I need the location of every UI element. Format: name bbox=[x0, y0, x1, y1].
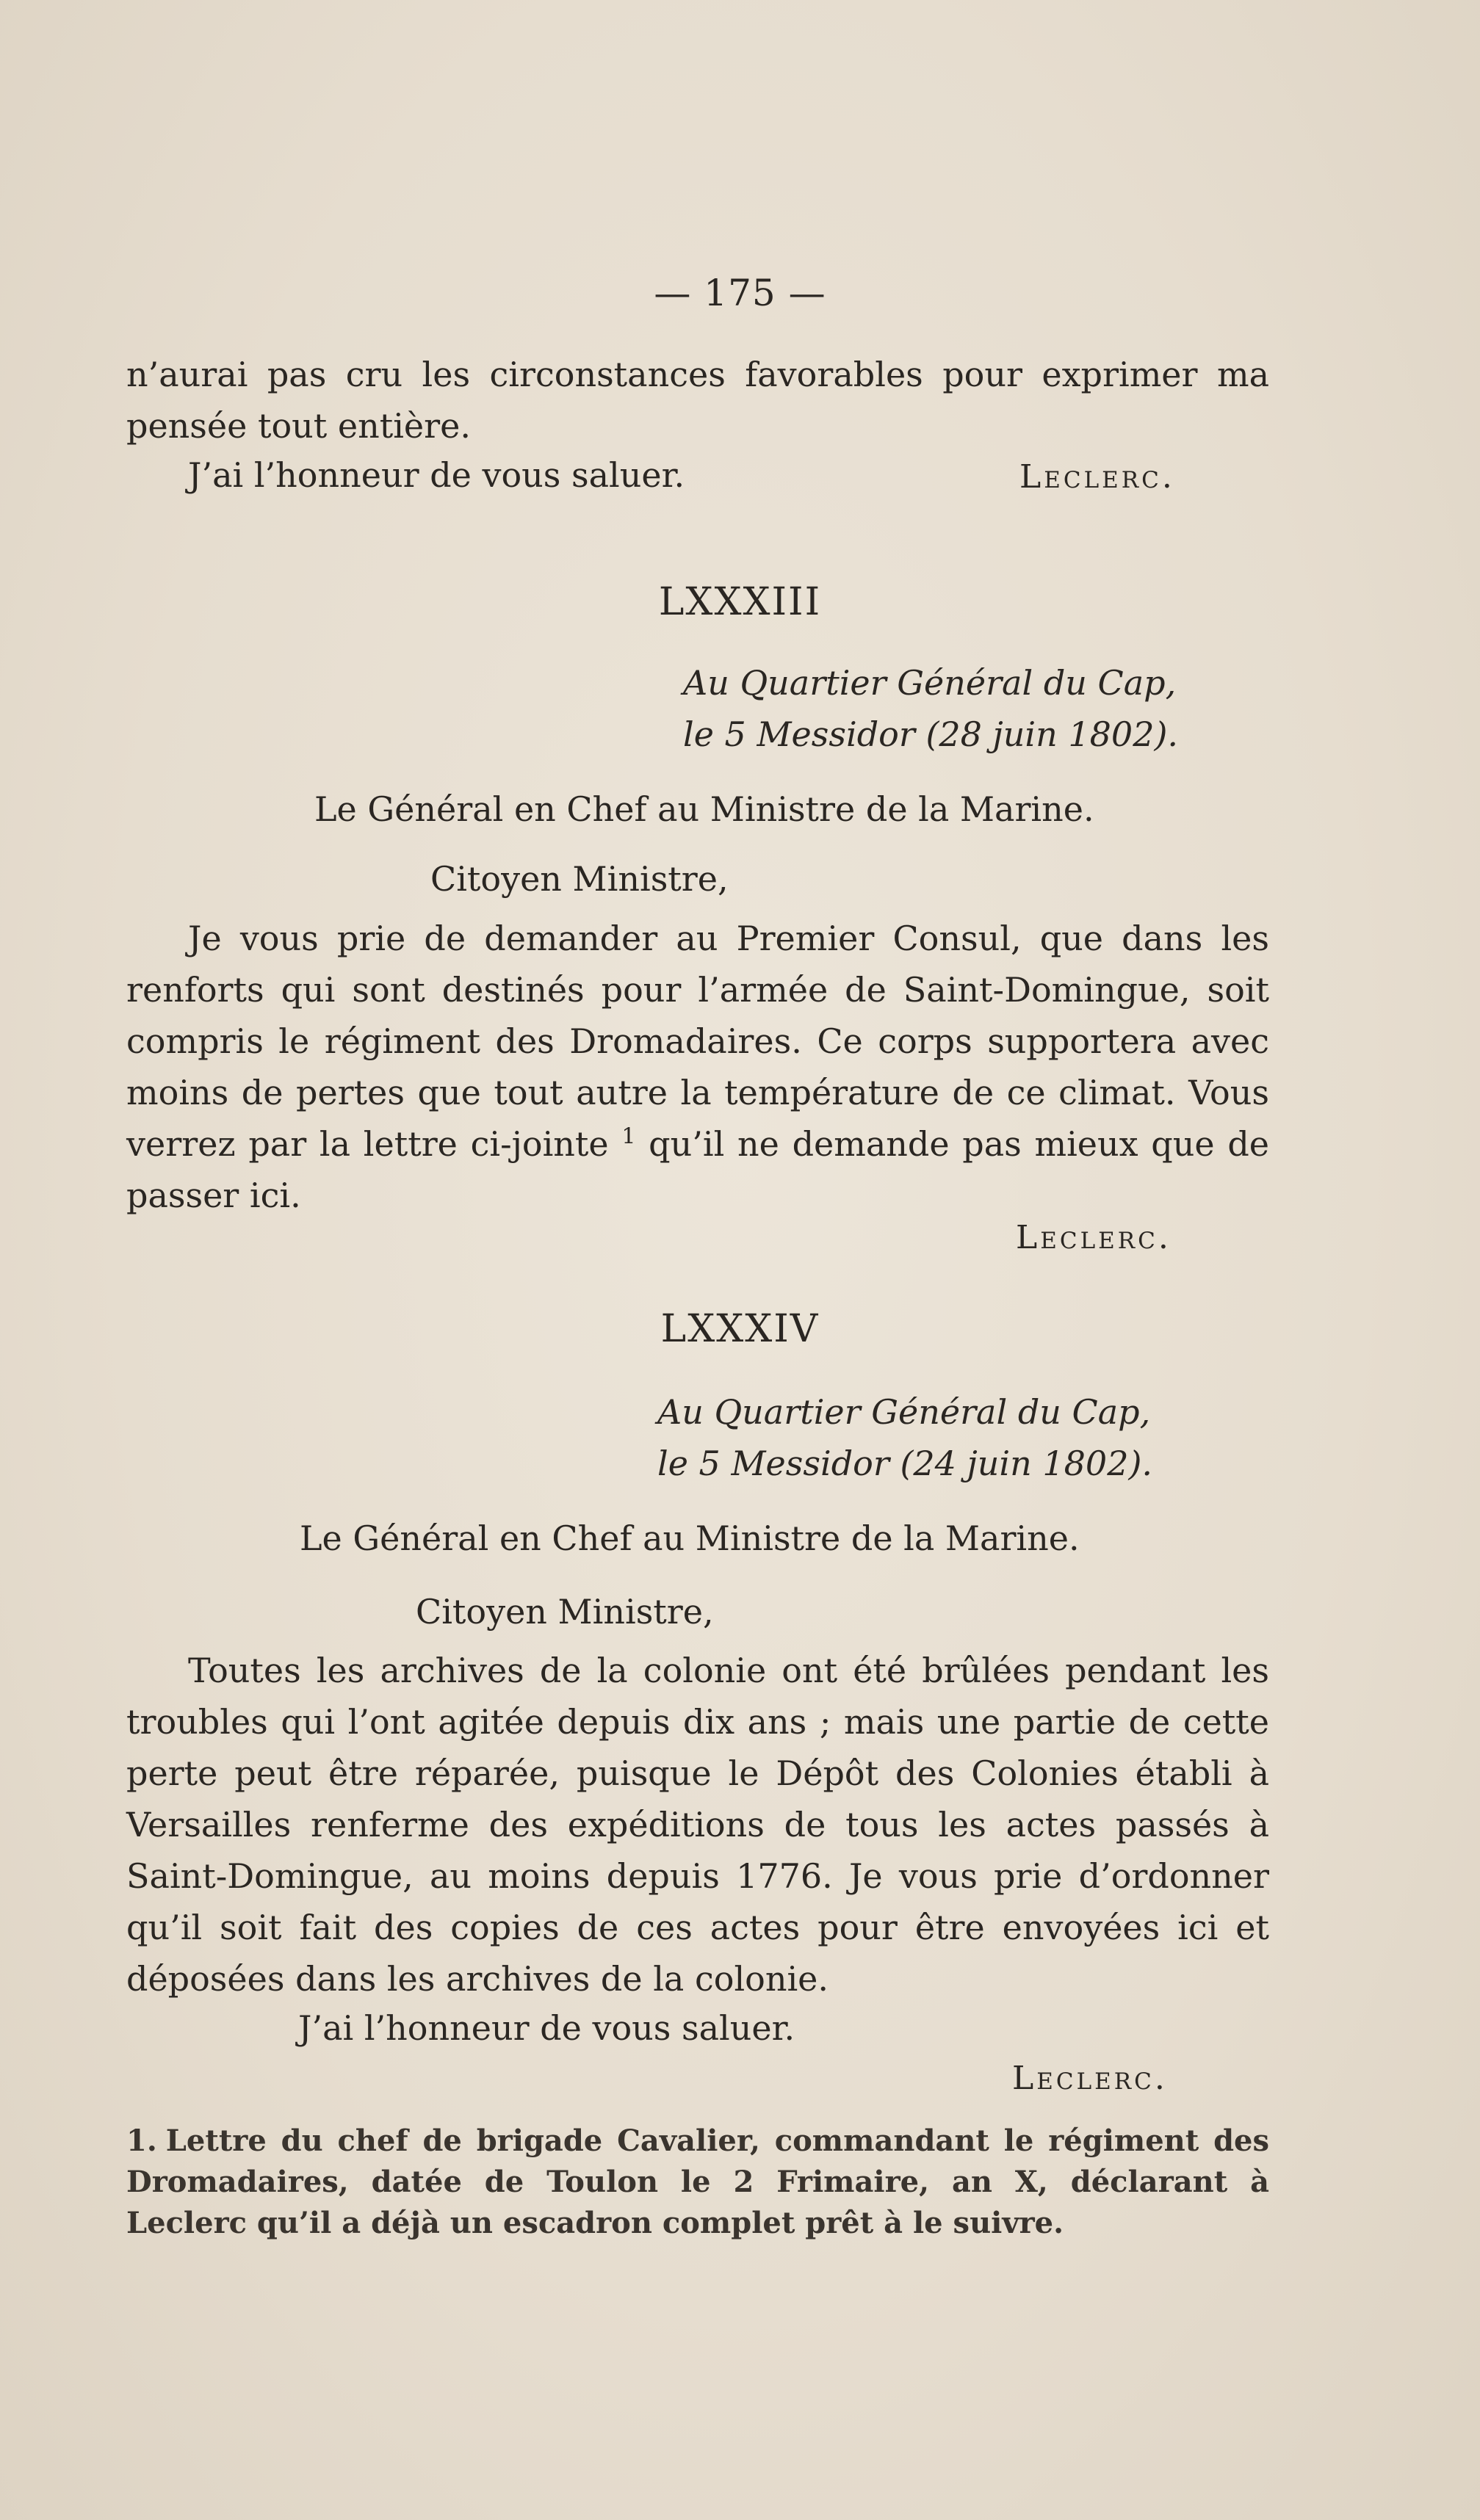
letter-closing: J’ai l’honneur de vous saluer. bbox=[298, 2008, 795, 2048]
letter-salutation: Citoyen Ministre, bbox=[430, 859, 729, 899]
footnote-number: 1. bbox=[126, 2123, 157, 2158]
dateline-date: le 5 Messidor (24 juin 1802). bbox=[657, 1444, 1153, 1483]
opening-signature: Leclerc. bbox=[1019, 458, 1175, 496]
dateline-place: Au Quartier Général du Cap, bbox=[683, 663, 1177, 703]
footnote bbox=[126, 2121, 1269, 2244]
opening-paragraph bbox=[126, 349, 1269, 452]
footnote-text: Lettre du chef de brigade Cavalier, commandant le régiment des Dromadaires, datée de Toulon le 2 Frimaire, an X, déclarant à Leclerc qu’il a déjà un escadron complet prêt à le suivre. bbox=[126, 2123, 1269, 2240]
letter-signature: Leclerc. bbox=[1016, 1219, 1172, 1256]
page-number: — 175 — bbox=[654, 272, 826, 314]
opening-text: n’aurai pas cru les circonstances favorables pour exprimer ma pensée tout entière. bbox=[126, 355, 1269, 446]
dateline-lxxxiii bbox=[683, 657, 1178, 760]
letter-numeral-lxxxiv: LXXXIV bbox=[660, 1307, 820, 1351]
letter-address: Le Général en Chef au Ministre de la Marine. bbox=[314, 789, 1094, 829]
footnote-reference: 1 bbox=[621, 1123, 636, 1150]
letter-body-text-continued: qu’il ne demande pas mieux que de passer ici. bbox=[126, 1124, 1269, 1215]
letter-signature: Leclerc. bbox=[1012, 2060, 1168, 2097]
letter-address: Le Général en Chef au Ministre de la Marine. bbox=[300, 1518, 1080, 1558]
letter-numeral-lxxxiii: LXXXIII bbox=[658, 580, 822, 624]
letter-body-lxxxiv bbox=[126, 1645, 1269, 2005]
letter-salutation: Citoyen Ministre, bbox=[416, 1592, 714, 1632]
letter-body-lxxxiii bbox=[126, 913, 1269, 1221]
dateline-date: le 5 Messidor (28 juin 1802). bbox=[683, 714, 1179, 754]
opening-closing: J’ai l’honneur de vous saluer. bbox=[188, 455, 685, 495]
letter-body-text: Toutes les archives de la colonie ont été brûlées pendant les troubles qui l’ont agitée depuis dix ans ; mais une partie de cette perte peut être réparée, puisque le Dépôt des Colonies établi à Versailles renferme des expéditions de tous les actes passés à Saint-Domingue, au moins depuis 1776. Je vous prie d’ordonner qu’il soit fait des copies de ces actes pour être envoyées ici et déposées dans les archives de la colonie. bbox=[126, 1651, 1269, 1999]
dateline-place: Au Quartier Général du Cap, bbox=[657, 1392, 1151, 1432]
dateline-lxxxiv bbox=[657, 1386, 1152, 1489]
letter-body-text: Je vous prie de demander au Premier Consul, que dans les renforts qui sont destinés pour l’armée de Saint-Domingue, soit compris le régiment des Dromadaires. Ce corps supportera avec moins de pertes que tout autre la température de ce climat. Vous verrez par la lettre ci-jointe bbox=[126, 919, 1269, 1164]
